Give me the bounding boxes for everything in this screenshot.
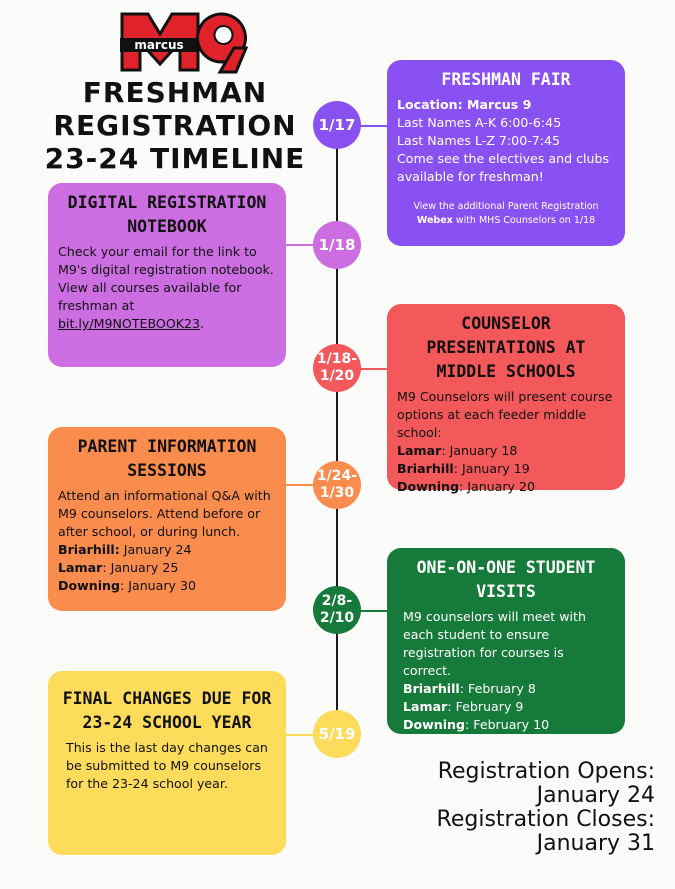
date-badge-fair: 1/17 <box>313 101 361 149</box>
card-student-visits <box>387 548 625 734</box>
card-digital-notebook <box>48 183 286 367</box>
final-description: This is the last day changes can be submitted to M9 counselors for the 23-24 school year. <box>66 740 268 791</box>
schedule-row: Downing: January 30 <box>58 578 197 593</box>
date-badge-notebook: 1/18 <box>313 221 361 269</box>
card-final-changes <box>48 671 286 855</box>
registration-closes-label: Registration Closes: <box>436 807 655 832</box>
card-heading: DIGITAL REGISTRATION NOTEBOOK <box>67 193 267 236</box>
marcus-m9-logo <box>118 12 250 74</box>
fair-location: Location: Marcus 9 <box>397 97 532 112</box>
title-line-2: REGISTRATION <box>53 109 297 142</box>
date-badge-parent: 1/24- 1/30 <box>313 461 361 509</box>
fair-webex-note: View the additional Parent Registration Webex with MHS Counselors on 1/18 <box>413 201 599 226</box>
card-heading: COUNSELOR PRESENTATIONS AT MIDDLE SCHOOLS <box>426 314 586 381</box>
card-heading: FINAL CHANGES DUE FOR 23-24 SCHOOL YEAR <box>62 689 272 732</box>
registration-opens-date: January 24 <box>536 783 655 808</box>
schedule-row: Lamar: January 25 <box>58 560 179 575</box>
fair-description: Come see the electives and clubs available for freshman! <box>397 151 610 184</box>
timeline-line <box>336 120 338 740</box>
registration-dates <box>437 760 655 856</box>
schedule-row: Briarhill: January 24 <box>58 542 192 557</box>
connector-notebook <box>286 244 314 246</box>
schedule-row: Briarhill: January 19 <box>397 461 530 476</box>
title-line-1: FRESHMAN <box>82 76 268 109</box>
notebook-link[interactable]: bit.ly/M9NOTEBOOK23 <box>58 316 201 331</box>
connector-visits <box>360 610 390 612</box>
schedule-row: Lamar: February 9 <box>403 699 524 714</box>
counselor-description: M9 Counselors will present course options at each feeder middle school: <box>397 389 613 440</box>
schedule-row: Briarhill: February 8 <box>403 681 536 696</box>
date-badge-final: 5/19 <box>313 710 361 758</box>
card-freshman-fair <box>387 60 625 246</box>
schedule-row: Lamar: January 18 <box>397 443 518 458</box>
registration-closes-date: January 31 <box>536 831 655 856</box>
card-parent-information <box>48 427 286 611</box>
schedule-row: Downing: February 10 <box>403 717 550 732</box>
connector-parent <box>286 484 314 486</box>
title-line-3: 23-24 TIMELINE <box>44 142 306 175</box>
logo-small-text: marcus <box>134 38 184 52</box>
fair-times-ak: Last Names A-K 6:00-6:45 <box>397 115 562 130</box>
connector-final <box>286 734 314 736</box>
connector-fair <box>360 125 390 127</box>
visits-description: M9 counselors will meet with each student to ensure registration for courses is correct. <box>403 609 586 678</box>
registration-opens-label: Registration Opens: <box>437 759 655 784</box>
card-heading: FRESHMAN FAIR <box>441 70 571 89</box>
schedule-row: Downing: January 20 <box>397 479 536 494</box>
parent-description: Attend an informational Q&A with M9 counselors. Attend before or after school, or during lunch. <box>58 488 271 539</box>
card-heading: PARENT INFORMATION SESSIONS <box>77 437 257 480</box>
date-badge-counselor: 1/18- 1/20 <box>313 344 361 392</box>
card-heading: ONE-ON-ONE STUDENT VISITS <box>416 558 596 601</box>
connector-counselor <box>360 368 390 370</box>
fair-times-lz: Last Names L-Z 7:00-7:45 <box>397 133 561 148</box>
date-badge-visits: 2/8- 2/10 <box>313 586 361 634</box>
card-counselor-presentations <box>387 304 625 494</box>
page-title <box>40 76 310 175</box>
notebook-description: Check your email for the link to M9's digital registration notebook. View all courses available for freshman at bit.ly/M9NOTEBOOK23. <box>58 244 274 331</box>
